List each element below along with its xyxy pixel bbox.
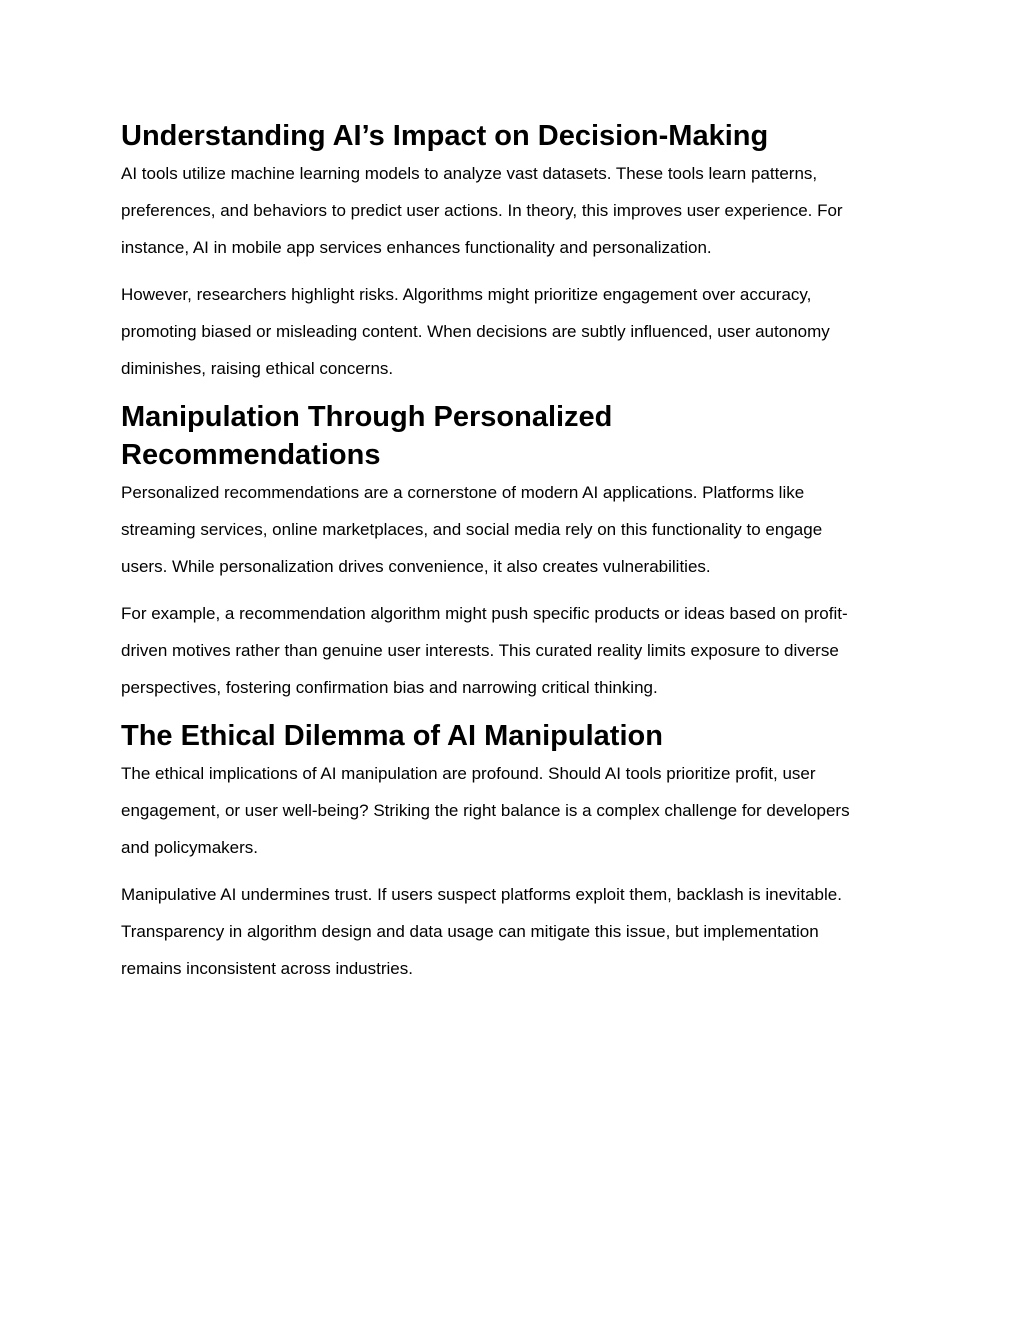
section-paragraph: Personalized recommendations are a cornerstone of modern AI applications. Platforms like streaming services, online marketplaces, and social media rely on this functionality to engage users. While personalization drives convenience, it also creates vulnerabilities. (121, 483, 823, 576)
section-personalized-recommendations (121, 398, 861, 706)
section-paragraph: For example, a recommendation algorithm might push specific products or ideas based on profit-driven motives rather than genuine user interests. This curated reality limits exposure to diverse perspectives, fostering confirmation bias and narrowing critical thinking. (121, 604, 848, 697)
section-paragraph: AI tools utilize machine learning models to analyze vast datasets. These tools learn patterns, preferences, and behaviors to predict user actions. In theory, this improves user experience. For instance, AI in mobile app services enhances functionality and personalization. (121, 164, 843, 257)
document-page (121, 117, 861, 987)
section-paragraph: However, researchers highlight risks. Algorithms might prioritize engagement over accuracy, promoting biased or misleading content. When decisions are subtly influenced, user autonomy diminishes, raising ethical concerns. (121, 285, 830, 378)
section-paragraph: Manipulative AI undermines trust. If users suspect platforms exploit them, backlash is inevitable. Transparency in algorithm design and data usage can mitigate this issue, but implementation remains inconsistent across industries. (121, 885, 842, 978)
section-paragraph: The ethical implications of AI manipulation are profound. Should AI tools prioritize profit, user engagement, or user well-being? Striking the right balance is a complex challenge for developers and policymakers. (121, 764, 850, 857)
section-heading: The Ethical Dilemma of AI Manipulation (121, 720, 663, 752)
section-heading: Understanding AI’s Impact on Decision-Making (121, 120, 769, 152)
section-heading: Manipulation Through Personalized Recommendations (121, 401, 613, 471)
section-ethical-dilemma (121, 717, 861, 987)
section-ai-decision-making (121, 117, 861, 387)
